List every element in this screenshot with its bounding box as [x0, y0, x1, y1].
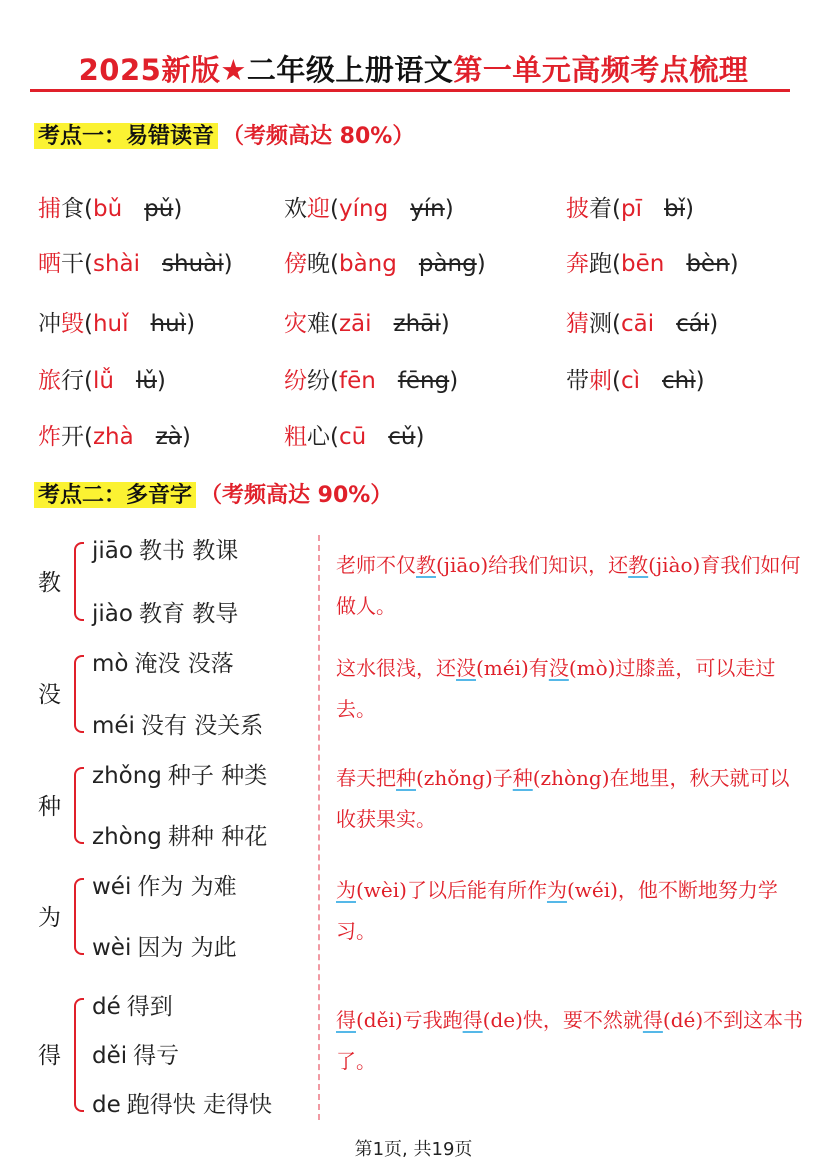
pinyin-item	[284, 362, 458, 395]
page-title	[0, 48, 827, 89]
reading-words: 淹没 没落	[134, 651, 234, 677]
correct-pinyin: zāi	[338, 311, 372, 337]
sentence-text: (jiào)育我们如何做人。	[336, 553, 801, 618]
reading-line	[92, 1086, 272, 1119]
brace-bracket	[74, 655, 84, 733]
wrong-pinyin: cái	[676, 311, 710, 337]
polyphonic-char: 为	[38, 904, 61, 931]
paren-close: )	[186, 311, 196, 337]
reading-pinyin: jiào	[92, 601, 133, 627]
paren-close: )	[181, 424, 191, 450]
underlined-char: 没	[456, 656, 476, 680]
correct-pinyin: bēn	[620, 251, 665, 277]
wrong-pinyin: pàng	[418, 251, 477, 277]
wrong-pinyin: bǐ	[663, 196, 685, 222]
highlight-char: 粗	[284, 424, 307, 450]
underlined-char: 没	[548, 656, 569, 680]
word-char: 着	[589, 196, 612, 222]
title-underline	[30, 89, 790, 92]
reading-line	[92, 929, 237, 962]
correct-pinyin: yíng	[338, 196, 389, 222]
reading-pinyin: děi	[92, 1043, 128, 1069]
word-char: 开	[61, 424, 84, 450]
brace-bracket	[74, 767, 84, 844]
reading-pinyin: wèi	[92, 935, 132, 961]
paren-open: (	[330, 368, 339, 394]
sentence-text: (děi)亏我跑	[356, 1008, 463, 1032]
sentence-text: (dé)不到这本书了。	[336, 1008, 804, 1073]
reading-words: 教书 教课	[138, 538, 239, 564]
sentence-text: (zhǒng)子	[416, 766, 513, 790]
example-sentence	[336, 648, 804, 730]
title-suffix: 第一单元高频考点梳理	[453, 53, 749, 87]
word-char: 晚	[307, 251, 330, 277]
word-char: 欢	[284, 196, 307, 222]
paren-close: )	[156, 368, 166, 394]
reading-words: 教育 教导	[138, 601, 239, 627]
paren-open: (	[330, 311, 339, 337]
wrong-pinyin: zhāi	[393, 311, 441, 337]
paren-close: )	[415, 424, 425, 450]
reading-words: 跑得快 走得快	[126, 1092, 273, 1118]
highlight-char: 旅	[38, 368, 61, 394]
reading-pinyin: de	[92, 1092, 121, 1118]
reading-line	[92, 868, 237, 901]
reading-pinyin: mò	[92, 651, 129, 677]
reading-line	[92, 707, 263, 740]
sentence-text: (de)快，要不然就	[482, 1008, 643, 1032]
reading-line	[92, 645, 234, 678]
reading-words: 因为 为此	[137, 935, 237, 961]
paren-open: (	[612, 251, 621, 277]
pinyin-item	[38, 362, 166, 395]
sentence-text: (wèi)了以后能有所作	[356, 878, 547, 902]
sentence-text: 这水很浅，还	[336, 656, 456, 680]
reading-words: 得到	[126, 994, 173, 1020]
section-header-1	[34, 116, 414, 156]
paren-close: )	[695, 368, 705, 394]
reading-line	[92, 532, 238, 565]
highlight-char: 迎	[307, 196, 330, 222]
section-1-frequency: （考频高达 80%）	[222, 124, 415, 149]
wrong-pinyin: zà	[155, 424, 182, 450]
underlined-char: 得	[642, 1008, 663, 1032]
pinyin-item	[566, 305, 718, 338]
reading-line	[92, 1037, 179, 1070]
brace-bracket	[74, 878, 84, 955]
reading-pinyin: dé	[92, 994, 121, 1020]
reading-pinyin: wéi	[92, 874, 132, 900]
highlight-char: 奔	[566, 251, 589, 277]
highlight-char: 捕	[38, 196, 61, 222]
paren-open: (	[330, 251, 339, 277]
pinyin-item	[284, 305, 450, 338]
reading-line	[92, 595, 238, 628]
wrong-pinyin: chì	[662, 368, 696, 394]
wrong-pinyin: huì	[150, 311, 187, 337]
correct-pinyin: fēn	[338, 368, 376, 394]
correct-pinyin: cāi	[620, 311, 655, 337]
reading-pinyin: zhǒng	[92, 763, 162, 789]
example-sentence	[336, 1000, 804, 1082]
reading-pinyin: jiāo	[92, 538, 133, 564]
word-char: 行	[61, 368, 84, 394]
wrong-pinyin: fēng	[397, 368, 450, 394]
word-char: 食	[61, 196, 84, 222]
column-divider	[318, 535, 320, 1120]
highlight-char: 猜	[566, 311, 589, 337]
pinyin-item	[38, 305, 195, 338]
paren-open: (	[612, 196, 621, 222]
reading-pinyin: méi	[92, 713, 135, 739]
paren-open: (	[330, 196, 339, 222]
wrong-pinyin: lǔ	[135, 368, 157, 394]
section-header-2	[34, 475, 392, 515]
reading-words: 作为 为难	[137, 874, 237, 900]
star-icon: ★	[220, 53, 247, 87]
paren-close: )	[449, 368, 459, 394]
reading-pinyin: zhòng	[92, 824, 162, 850]
polyphonic-char: 得	[38, 1043, 61, 1069]
paren-close: )	[709, 311, 719, 337]
highlight-char: 晒	[38, 251, 61, 277]
sentence-text: (zhòng)在地里，秋天就可以收获果实。	[336, 766, 790, 831]
correct-pinyin: bǔ	[92, 196, 123, 222]
wrong-pinyin: pǔ	[144, 196, 174, 222]
paren-close: )	[173, 196, 183, 222]
correct-pinyin: cū	[338, 424, 367, 450]
wrong-pinyin: shuài	[162, 251, 224, 277]
sentence-text: (mò)过膝盖，可以走过去。	[336, 656, 776, 721]
example-sentence	[336, 545, 804, 627]
paren-close: )	[684, 196, 694, 222]
paren-close: )	[223, 251, 233, 277]
correct-pinyin: bàng	[338, 251, 397, 277]
reading-line	[92, 818, 267, 851]
example-sentence	[336, 870, 804, 952]
underlined-char: 为	[546, 878, 567, 902]
underlined-char: 种	[396, 766, 416, 790]
polyphonic-char: 没	[38, 682, 61, 708]
pinyin-item	[566, 245, 739, 278]
word-char: 带	[566, 368, 589, 394]
sentence-text: (méi)有	[476, 656, 549, 680]
underlined-char: 教	[628, 553, 649, 577]
word-char: 跑	[589, 251, 612, 277]
paren-close: )	[729, 251, 739, 277]
polyphonic-char: 种	[38, 793, 61, 820]
pinyin-item	[566, 190, 694, 223]
sentence-text: (wéi)，他不断地努力学习。	[336, 878, 778, 943]
highlight-char: 傍	[284, 251, 307, 277]
correct-pinyin: zhà	[92, 424, 134, 450]
correct-pinyin: shài	[92, 251, 141, 277]
reading-line	[92, 988, 173, 1021]
highlight-char: 披	[566, 196, 589, 222]
pinyin-item	[284, 418, 424, 451]
paren-open: (	[84, 424, 93, 450]
paren-open: (	[612, 311, 621, 337]
word-char: 难	[307, 311, 330, 337]
paren-open: (	[330, 424, 339, 450]
brace-bracket	[74, 998, 84, 1112]
pinyin-item	[284, 190, 454, 223]
reading-words: 耕种 种花	[167, 824, 268, 850]
underlined-char: 为	[336, 878, 356, 902]
paren-open: (	[84, 311, 93, 337]
section-2-frequency: （考频高达 90%）	[200, 483, 393, 508]
pinyin-item	[38, 245, 233, 278]
correct-pinyin: huǐ	[92, 311, 129, 337]
example-sentence	[336, 758, 804, 840]
title-prefix: 2025新版	[78, 53, 221, 87]
reading-words: 种子 种类	[167, 763, 268, 789]
highlight-char: 刺	[589, 368, 612, 394]
word-char: 干	[61, 251, 84, 277]
title-middle: 二年级上册语文	[246, 53, 454, 87]
underlined-char: 得	[462, 1008, 483, 1032]
paren-open: (	[84, 368, 93, 394]
reading-words: 没有 没关系	[140, 713, 264, 739]
pinyin-item	[566, 362, 705, 395]
paren-open: (	[612, 368, 621, 394]
pinyin-item	[38, 190, 182, 223]
sentence-text: 老师不仅	[336, 553, 416, 577]
paren-close: )	[476, 251, 486, 277]
underlined-char: 种	[512, 766, 533, 790]
pinyin-item	[38, 418, 191, 451]
word-char: 测	[589, 311, 612, 337]
correct-pinyin: pī	[620, 196, 642, 222]
highlight-char: 灾	[284, 311, 307, 337]
reading-line	[92, 757, 267, 790]
pinyin-item	[284, 245, 486, 278]
page-number: 第1页, 共19页	[354, 1139, 473, 1160]
paren-close: )	[444, 196, 454, 222]
section-1-label: 考点一：易错读音	[34, 123, 218, 149]
polyphonic-char: 教	[38, 569, 61, 596]
reading-words: 得亏	[133, 1043, 180, 1069]
wrong-pinyin: yín	[410, 196, 445, 222]
paren-close: )	[440, 311, 450, 337]
highlight-char: 毁	[61, 311, 84, 337]
section-2-label: 考点二：多音字	[34, 482, 196, 508]
wrong-pinyin: bèn	[686, 251, 730, 277]
underlined-char: 得	[336, 1008, 356, 1032]
sentence-text: 春天把	[336, 766, 396, 790]
highlight-char: 炸	[38, 424, 61, 450]
underlined-char: 教	[416, 553, 436, 577]
paren-open: (	[84, 196, 93, 222]
wrong-pinyin: cǔ	[388, 424, 416, 450]
word-char: 冲	[38, 311, 61, 337]
sentence-text: (jiāo)给我们知识，还	[436, 553, 629, 577]
word-char: 心	[307, 424, 330, 450]
brace-bracket	[74, 542, 84, 621]
correct-pinyin: lǚ	[92, 368, 114, 394]
paren-open: (	[84, 251, 93, 277]
highlight-char: 纷	[284, 368, 307, 394]
correct-pinyin: cì	[620, 368, 641, 394]
word-char: 纷	[307, 368, 330, 394]
